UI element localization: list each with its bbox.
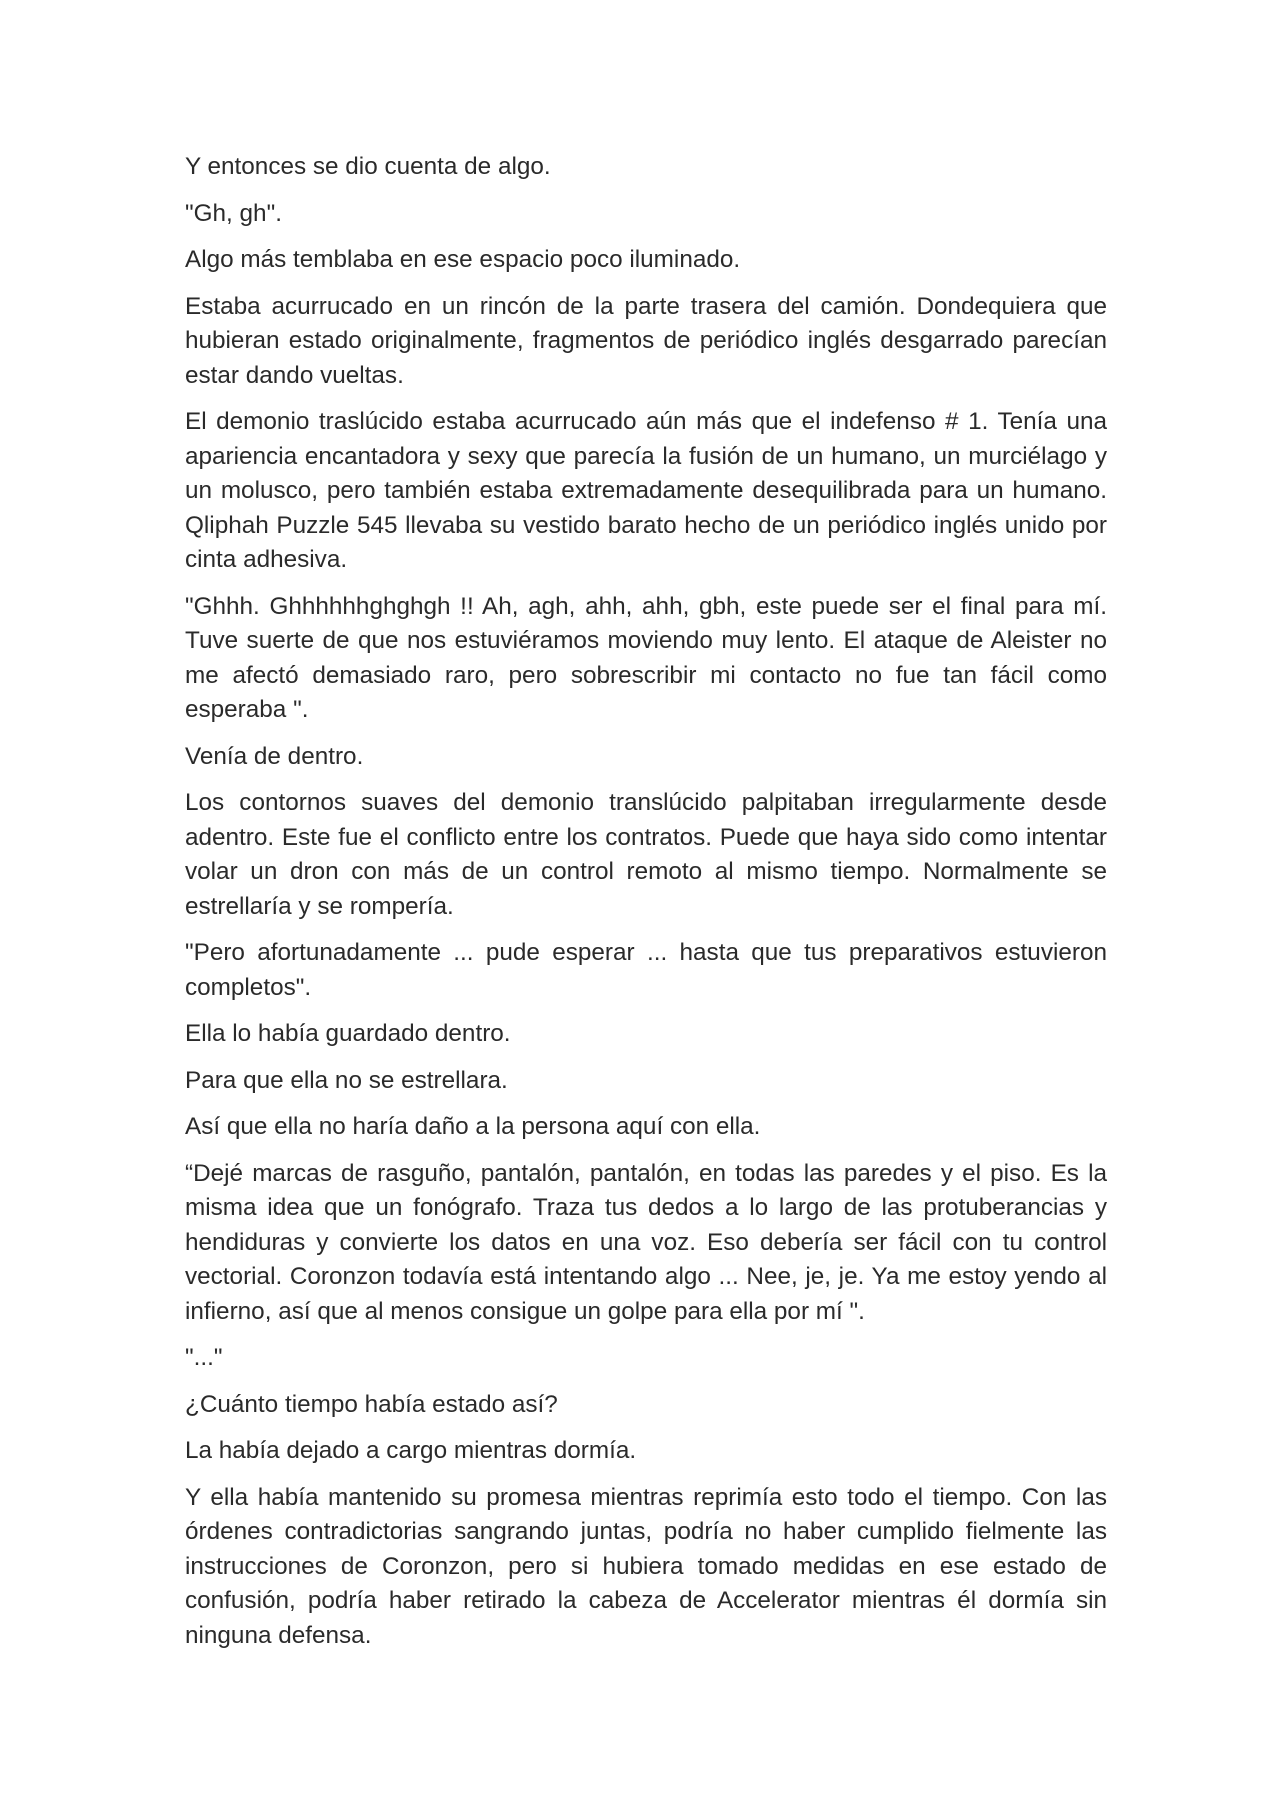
- document-page: [185, 150, 1107, 1665]
- paragraph: Venía de dentro.: [185, 742, 364, 770]
- paragraph: Y ella había mantenido su promesa mientras reprimía esto todo el tiempo. Con las órdenes contradictorias sangrando juntas, podría no haber cumplido fielmente las instrucciones de Coronzon, pero si hubiera tomado medidas en ese estado de confusión, podría haber retirado la cabeza de Accelerator mientras él dormía sin ninguna defensa.: [185, 1483, 1107, 1649]
- paragraph: Y entonces se dio cuenta de algo.: [185, 153, 551, 180]
- paragraph: Así que ella no haría daño a la persona aquí con ella.: [185, 1113, 761, 1140]
- paragraph: "Ghhh. Ghhhhhhghghgh !! Ah, agh, ahh, ahh, gbh, este puede ser el final para mí. Tuve suerte de que nos estuviéramos moviendo muy lento. El ataque de Aleister no me afectó demasiado raro, pero sobrescribir mi contacto no fue tan fácil como esperaba ".: [185, 592, 1107, 723]
- paragraph: La había dejado a cargo mientras dormía.: [185, 1437, 637, 1464]
- paragraph: Estaba acurrucado en un rincón de la parte trasera del camión. Dondequiera que hubieran estado originalmente, fragmentos de periódico inglés desgarrado parecían estar dando vueltas.: [185, 292, 1107, 389]
- paragraph: "Pero afortunadamente ... pude esperar ... hasta que tus preparativos estuvieron completos".: [185, 939, 1107, 1001]
- paragraph: Para que ella no se estrellara.: [185, 1066, 508, 1094]
- paragraph: "...": [185, 1344, 223, 1371]
- paragraph: Algo más temblaba en ese espacio poco iluminado.: [185, 246, 741, 273]
- paragraph: “Dejé marcas de rasguño, pantalón, pantalón, en todas las paredes y el piso. Es la misma idea que un fonógrafo. Traza tus dedos a lo largo de las protuberancias y hendiduras y convierte los datos en una voz. Eso debería ser fácil con tu control vectorial. Coronzon todavía está intentando algo ... Nee, je, je. Ya me estoy yendo al infierno, así que al menos consigue un golpe para ella por mí ".: [185, 1159, 1107, 1325]
- paragraph: "Gh, gh".: [185, 199, 282, 227]
- paragraph: El demonio traslúcido estaba acurrucado aún más que el indefenso # 1. Tenía una apariencia encantadora y sexy que parecía la fusión de un humano, un murciélago y un molusco, pero también estaba extremadamente desequilibrada para un humano. Qliphah Puzzle 545 llevaba su vestido barato hecho de un periódico inglés unido por cinta adhesiva.: [185, 408, 1107, 573]
- paragraph: ¿Cuánto tiempo había estado así?: [185, 1390, 558, 1418]
- paragraph: Los contornos suaves del demonio translúcido palpitaban irregularmente desde adentro. Este fue el conflicto entre los contratos. Puede que haya sido como intentar volar un dron con más de un control remoto al mismo tiempo. Normalmente se estrellaría y se rompería.: [185, 789, 1107, 920]
- paragraph: Ella lo había guardado dentro.: [185, 1020, 511, 1047]
